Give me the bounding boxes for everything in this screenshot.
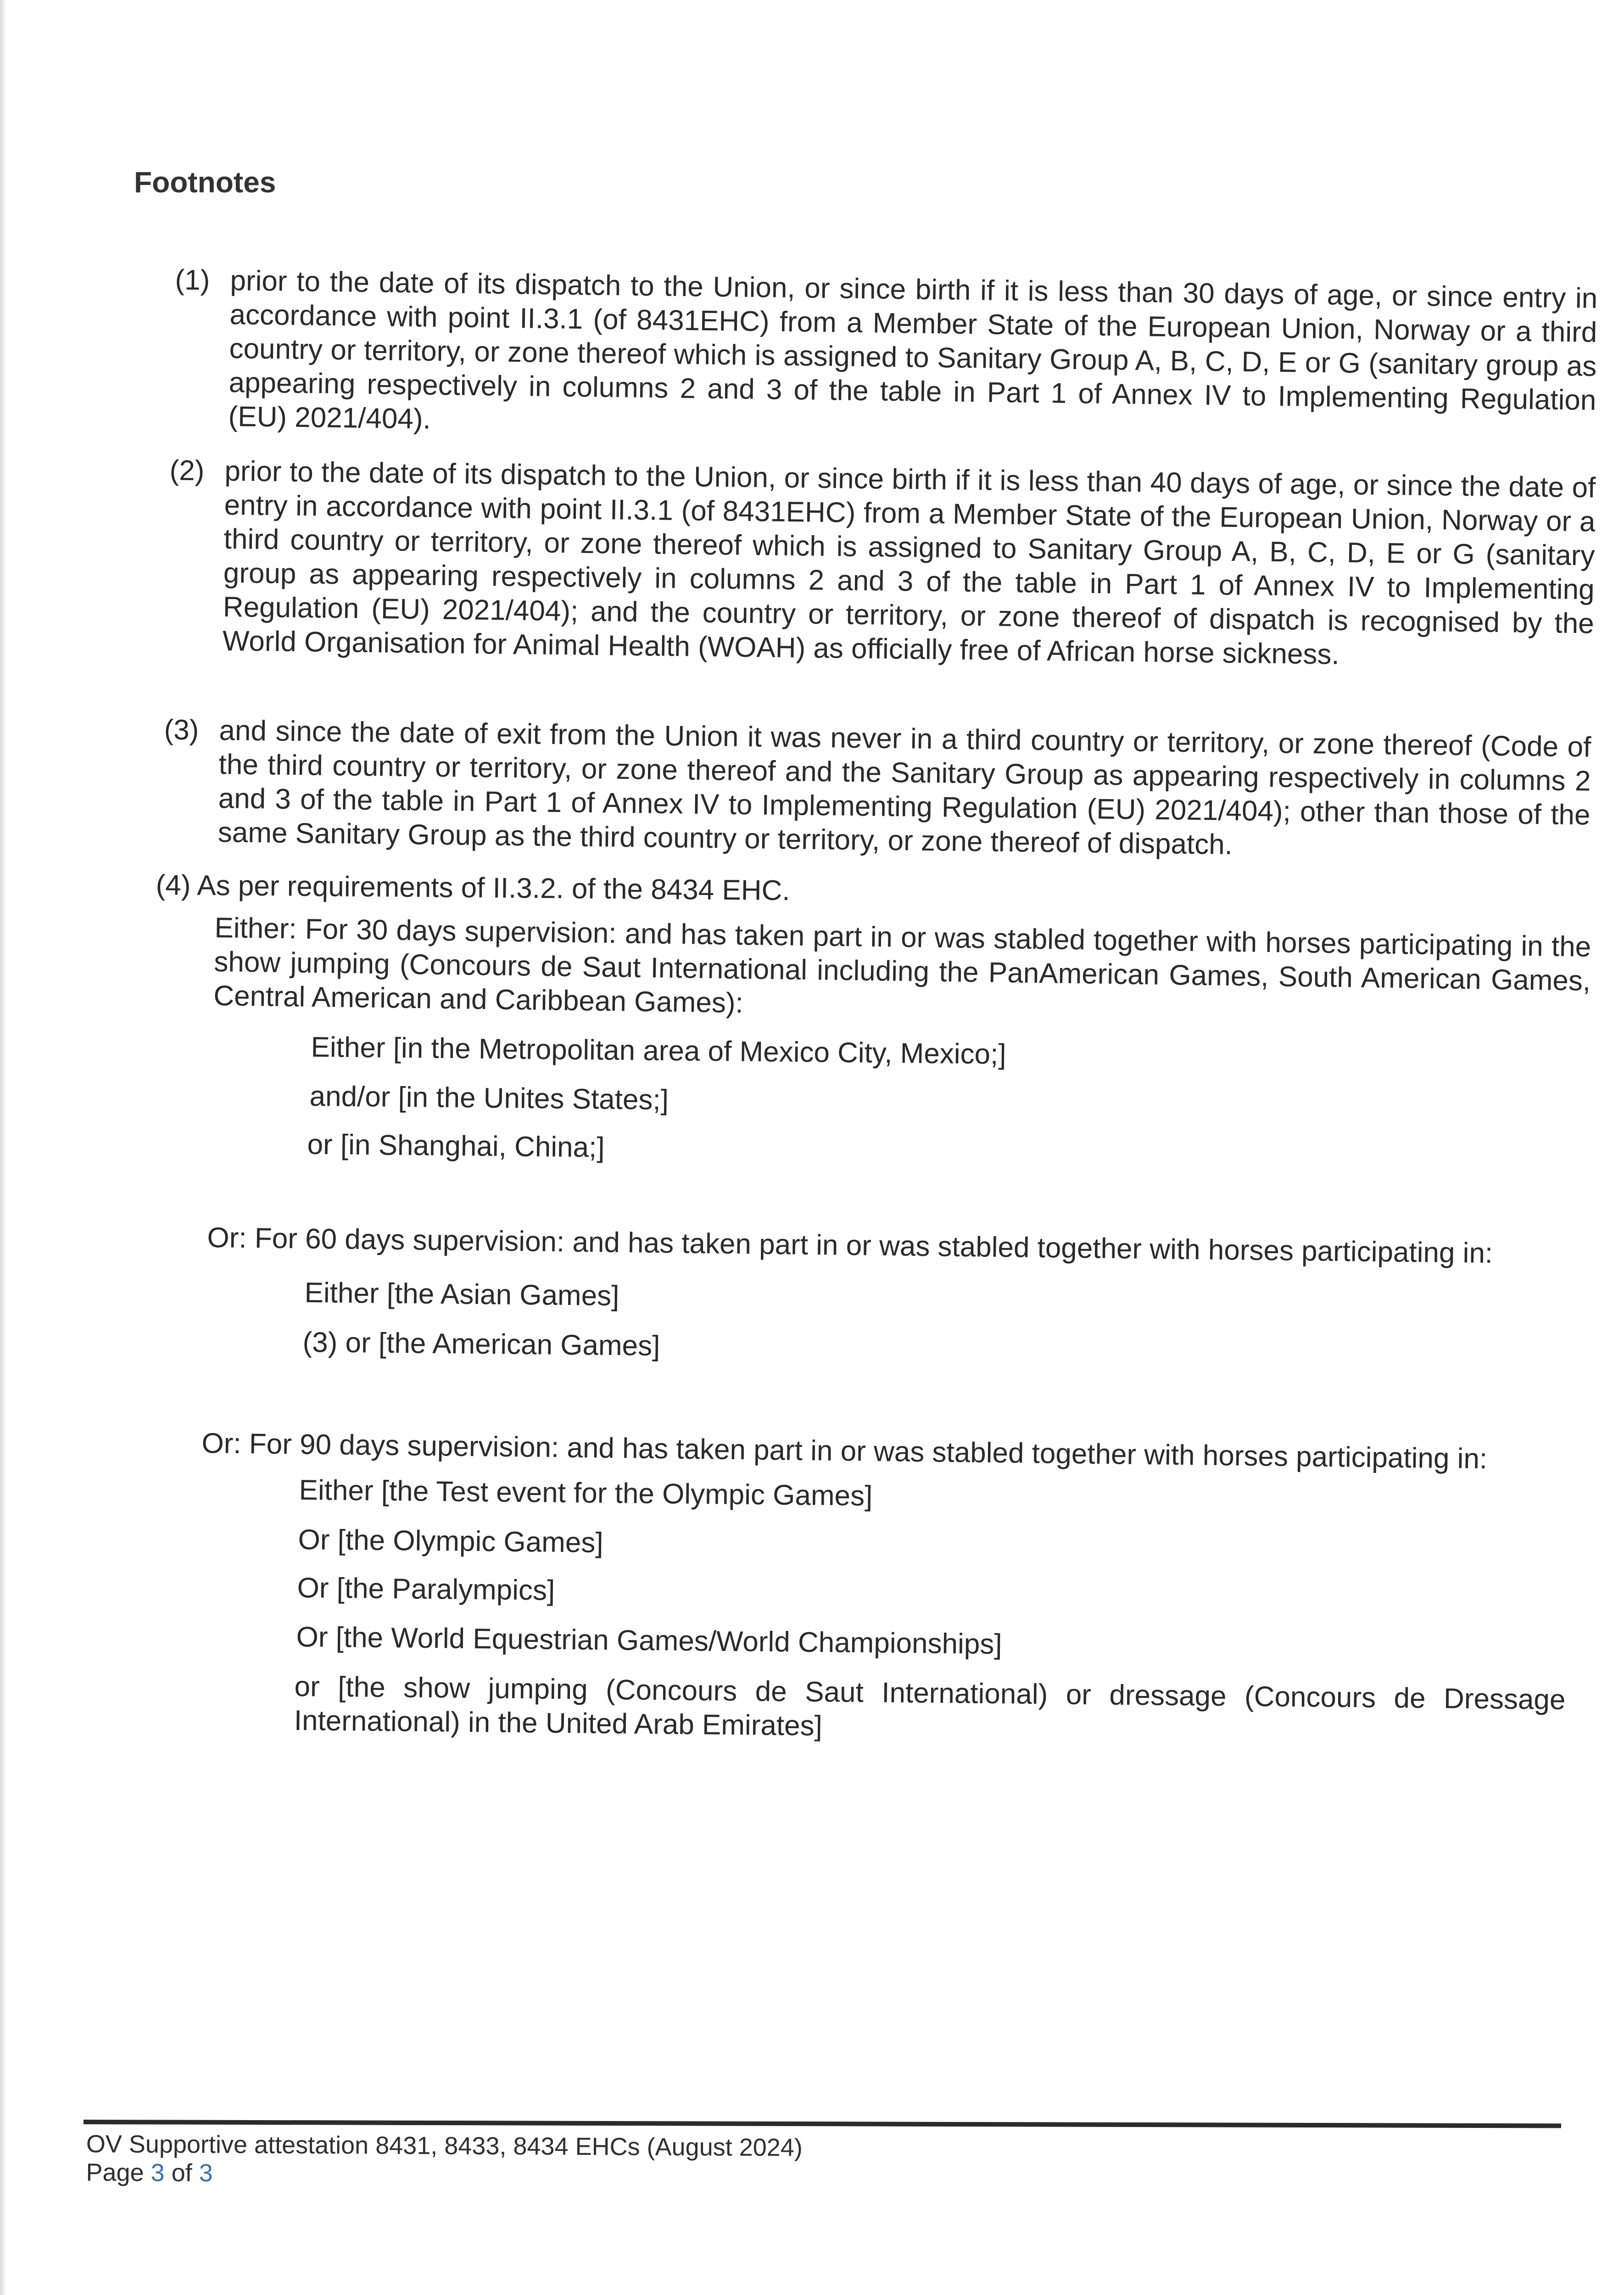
supervision-90-item: or [the show jumping (Concours de Saut International) or dressage (Concours de Dressage International) in the United Arab Emirates] xyxy=(294,1671,1566,1742)
supervision-60-intro: Or: For 60 days supervision: and has taken part in or was stabled together with horses participating in: xyxy=(207,1221,1493,1270)
footnote-number: (2) xyxy=(169,454,205,487)
footnote-4 xyxy=(156,868,1349,913)
footnote-number: (4) xyxy=(156,869,191,901)
supervision-60-item: Either [the Asian Games] xyxy=(304,1277,619,1312)
footnote-3 xyxy=(164,714,1591,867)
supervision-60-item: (3) or [the American Games] xyxy=(302,1327,660,1362)
footnote-text: As per requirements of II.3.2. of the 8434 EHC. xyxy=(196,869,790,907)
supervision-90-item: Or [the Paralympics] xyxy=(297,1572,555,1606)
footer-divider xyxy=(84,2120,1561,2128)
supervision-90-item: Either [the Test event for the Olympic Games] xyxy=(299,1474,873,1512)
footnote-1 xyxy=(175,264,1598,452)
total-page-number: 3 xyxy=(199,2159,213,2187)
supervision-30-item: or [in Shanghai, China;] xyxy=(307,1129,605,1164)
supervision-90-item: Or [the Olympic Games] xyxy=(298,1524,603,1559)
footer-document-title: OV Supportive attestation 8431, 8433, 8434 EHCs (August 2024) xyxy=(86,2130,803,2162)
footnote-number: (1) xyxy=(175,264,210,297)
supervision-30-item: and/or [in the Unites States;] xyxy=(309,1080,669,1116)
page-label: Page xyxy=(86,2158,144,2187)
supervision-90-item: Or [the World Equestrian Games/World Championships] xyxy=(296,1621,1002,1661)
footnote-2 xyxy=(169,454,1596,675)
supervision-30-item: Either [in the Metropolitan area of Mexico City, Mexico;] xyxy=(311,1031,1006,1070)
footnote-text: prior to the date of its dispatch to the Union, or since birth if it is less than 30 days of age, or since entry in accordance with point II.3.1 (of 8431EHC) from a Member State of the European Union, Norway or a third country or territory, or zone thereof which is assigned to Sanitary Group A, B, C, D, E or G (sanitary group as appearing respectively in columns 2 and 3 of the table in Part 1 of Annex IV to Implementing Regulation (EU) 2021/404). xyxy=(228,264,1598,435)
footnotes-heading: Footnotes xyxy=(134,166,276,199)
footer-page-indicator xyxy=(86,2158,802,2190)
footnote-text: and since the date of exit from the Union it was never in a third country or territory, or zone thereof (Code of the third country or territory, or zone thereof and the Sanitary Group as appearing respectively in columns 2 and 3 of the table in Part 1 of Annex IV to Implementing Regulation (EU) 2021/404); other than those of the same Sanitary Group as the third country or territory, or zone thereof of dispatch. xyxy=(218,714,1591,861)
supervision-90-intro: Or: For 90 days supervision: and has taken part in or was stabled together with horses participating in: xyxy=(201,1427,1488,1475)
page-footer xyxy=(86,2130,803,2190)
supervision-30-intro: Either: For 30 days supervision: and has taken part in or was stabled together with horses participating in the show jumping (Concours de Saut International including the PanAmerican Games, South American Games, Central American and Caribbean Games): xyxy=(213,912,1591,1019)
footnote-number: (3) xyxy=(164,714,199,746)
current-page-number: 3 xyxy=(151,2159,165,2187)
scan-edge-shadow xyxy=(0,0,6,2295)
footnote-text: prior to the date of its dispatch to the Union, or since birth if it is less than 40 days of age, or since the date of entry in accordance with point II.3.1 (of 8431EHC) from a Member State of the European Union, Norway or a third country or territory, or zone thereof which is assigned to Sanitary Group A, B, C, D, E or G (sanitary group as appearing respectively in columns 2 and 3 of the table in Part 1 of Annex IV to Implementing Regulation (EU) 2021/404); and the country or territory, or zone thereof of dispatch is recognised by the World Organisation for Animal Health (WOAH) as officially free of African horse sickness. xyxy=(222,455,1596,671)
page-of-label: of xyxy=(171,2159,192,2187)
